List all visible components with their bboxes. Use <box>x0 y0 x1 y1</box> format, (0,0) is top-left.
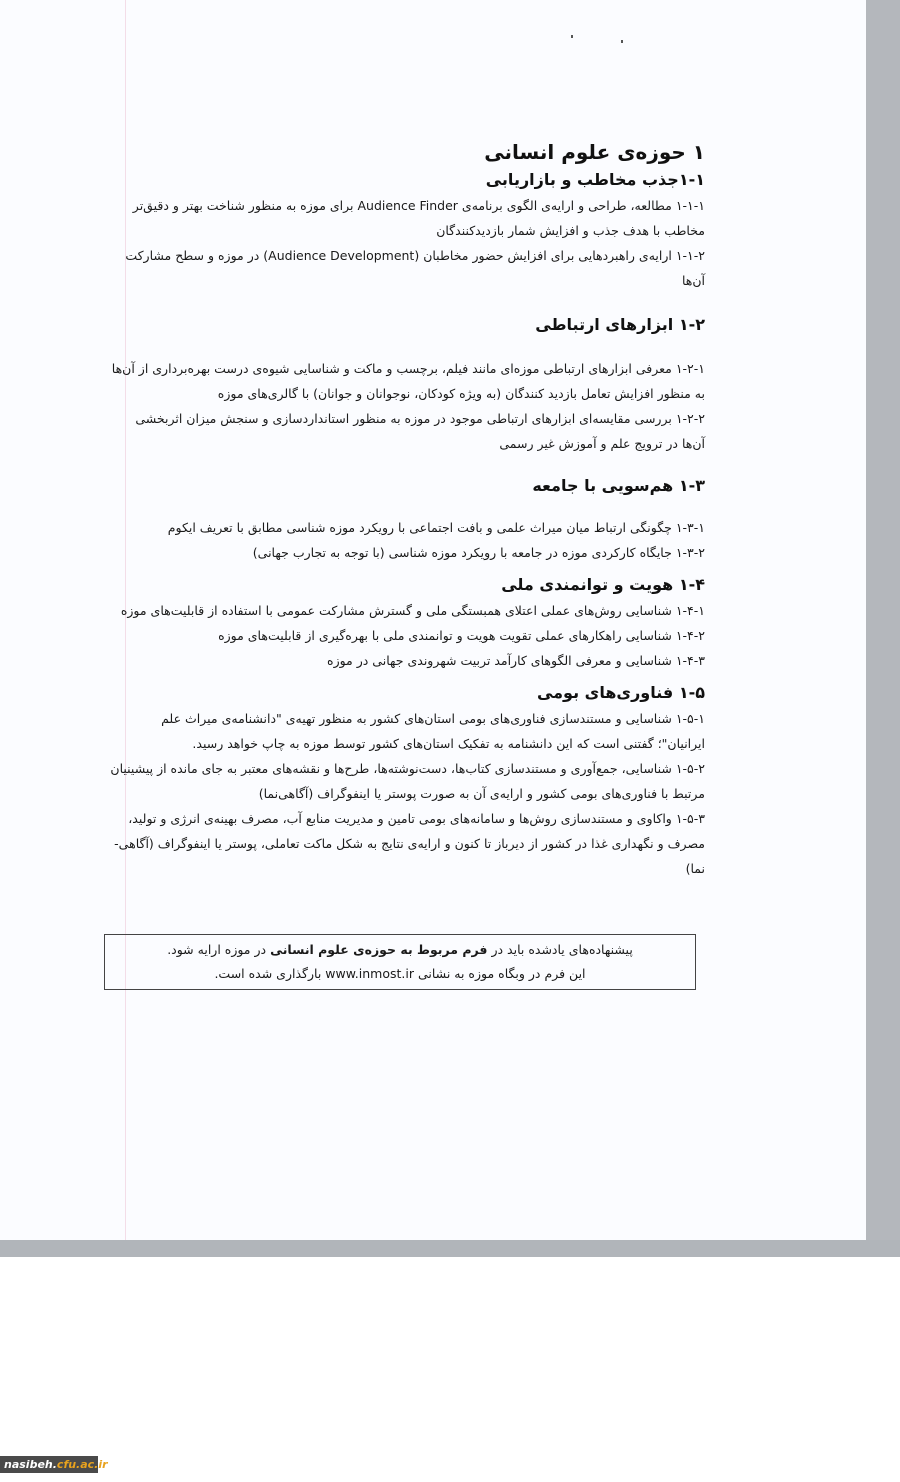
list-item: ۱-۴-۱ شناسایی روش‌های عملی اعتلای همبستگی ملی و گسترش مشارکت عمومی با استفاده از قابلیت‌های موزه <box>120 603 705 618</box>
list-item: ۱-۵-۳ واکاوی و مستندسازی روش‌ها و سامانه‌های بومی تامین و مدیریت منابع آب، مصرف بهینه‌ی انرژی و تولید، مصرف و نگهداری غذا در کشور از دیرباز تا کنون و ارایه‌ی نتایج به شکل ماکت تعاملی، پوستر یا اینفوگراف (آگاهی-نما) <box>114 811 705 876</box>
list-item: ۱-۱-۱ مطالعه، طراحی و ارایه‌ی الگوی برنامه‌ی Audience Finder برای موزه به منظور شناخت بهتر و دقیق‌تر مخاطب با هدف جذب و افزایش شمار بازدیدکنندگان <box>132 198 705 238</box>
notice-line-1: پیشنهاده‌های یادشده باید در فرم مربوط به حوزه‌ی علوم انسانی در موزه ارایه شود. <box>167 942 633 957</box>
scan-border-right <box>866 0 900 1257</box>
section-communication-tools <box>110 315 705 456</box>
section-society <box>110 476 705 565</box>
section-heading: ۱-۱جذب مخاطب و بازاریابی <box>485 170 705 189</box>
list-item: ۱-۱-۲ ارایه‌ی راهبردهایی برای افزایش حضور مخاطبان (Audience Development) در موزه و سطح مشارکت آن‌ها <box>125 248 705 288</box>
document-body <box>110 140 705 891</box>
section-heading: ۱-۵ فناوری‌های بومی <box>536 683 705 702</box>
section-audience <box>110 170 705 293</box>
list-item: ۱-۲-۱ معرفی ابزارهای ارتباطی موزه‌ای مانند فیلم، برچسب و ماکت و شناسایی شیوه‌ی درست بهره‌برداری از آن‌ها به منظور افزایش تعامل بازدید کنندگان (به ویژه کودکان، نوجوانان و جوانان) با گالری‌های موزه <box>111 361 705 401</box>
document-title: ۱ حوزه‌ی علوم انسانی <box>484 140 705 164</box>
section-heading: ۱-۴ هویت و توانمندی ملی <box>501 575 705 594</box>
list-item: ۱-۵-۱ شناسایی و مستندسازی فناوری‌های بومی استان‌های کشور به منظور تهیه‌ی "دانشنامه‌ی میراث علم ایرانیان"؛ گفتنی است که این دانشنامه به تفکیک استان‌های کشور توسط موزه به چاپ خواهد رسید. <box>161 711 705 751</box>
list-item: ۱-۳-۲ جایگاه کارکردی موزه در جامعه با رویکرد موزه شناسی (با توجه به تجارب جهانی) <box>252 545 705 560</box>
notice-box <box>104 934 696 990</box>
scan-border-bottom <box>0 1240 900 1257</box>
list-item: ۱-۴-۳ شناسایی و معرفی الگوهای کارآمد تربیت شهروندی جهانی در موزه <box>327 653 705 668</box>
list-item: ۱-۲-۲ بررسی مقایسه‌ای ابزارهای ارتباطی موجود در موزه به منظور استانداردسازی و سنجش میزان اثربخشی آن‌ها در ترویج علم و آموزش غیر رسمی <box>135 411 705 451</box>
section-heading: ۱-۳ هم‌سویی با جامعه <box>532 476 705 495</box>
scan-speck <box>571 35 573 38</box>
section-heading: ۱-۲ ابزارهای ارتباطی <box>535 315 705 334</box>
section-national-identity <box>110 575 705 673</box>
list-item: ۱-۵-۲ شناسایی، جمع‌آوری و مستندسازی کتاب‌ها، دست‌نوشته‌ها، طرح‌ها و نقشه‌های معتبر به جای مانده از پیشینیان مرتبط با فناوری‌های بومی کشور و ارایه‌ی آن به صورت پوستر یا اینفوگراف (آگاهی‌نما) <box>110 761 705 801</box>
list-item: ۱-۳-۱ چگونگی ارتباط میان میراث علمی و بافت اجتماعی با رویکرد موزه شناسی مطابق با تعریف ایکوم <box>167 520 705 535</box>
notice-line-2: این فرم در وبگاه موزه به نشانی www.inmost.ir بارگذاری شده است. <box>214 966 586 981</box>
site-watermark: nasibeh.cfu.ac.ir <box>0 1456 98 1473</box>
section-indigenous-tech <box>110 683 705 881</box>
notice-form-name: فرم مربوط به حوزه‌ی علوم انسانی <box>270 942 488 957</box>
list-item: ۱-۴-۲ شناسایی راهکارهای عملی تقویت هویت و توانمندی ملی با بهره‌گیری از قابلیت‌های موزه <box>218 628 705 643</box>
scan-speck <box>621 40 623 43</box>
